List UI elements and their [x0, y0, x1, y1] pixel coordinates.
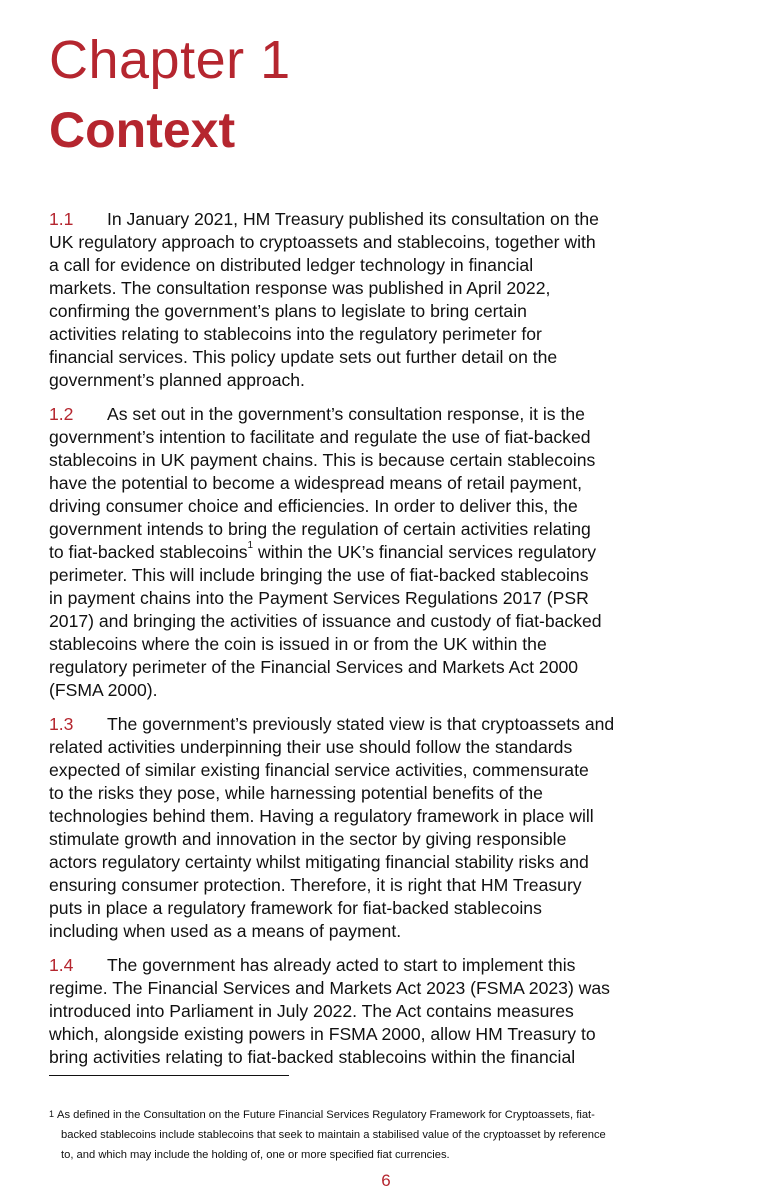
text-line: The government has already acted to start to implement this [107, 955, 576, 975]
text-line: confirming the government’s plans to legislate to bring certain [49, 301, 527, 321]
footnote-mark: 1 [49, 1109, 55, 1119]
text-line: markets. The consultation response was published in April 2022, [49, 278, 551, 298]
text-line: puts in place a regulatory framework for fiat-backed stablecoins [49, 898, 542, 918]
text-line: bring activities relating to fiat-backed stablecoins within the financial [49, 1047, 576, 1067]
text-line: government’s planned approach. [49, 370, 305, 390]
footnote [49, 1105, 729, 1165]
footnote-line: to, and which may include the holding of, one or more specified fiat currencies. [61, 1149, 450, 1161]
text-line: In January 2021, HM Treasury published its consultation on the [107, 209, 599, 229]
text-line: stablecoins in UK payment chains. This is because certain stablecoins [49, 450, 596, 470]
paragraph-1-3 [49, 713, 729, 943]
text-line: government intends to bring the regulation of certain activities relating [49, 519, 591, 539]
text-line: financial services. This policy update sets out further detail on the [49, 347, 558, 367]
footnote-divider [49, 1075, 289, 1076]
paragraph-1-1 [49, 208, 729, 392]
paragraph-number: 1.4 [49, 955, 74, 975]
paragraph-1-2 [49, 403, 729, 702]
page-number: 6 [381, 1171, 391, 1190]
text-line: (FSMA 2000). [49, 680, 158, 700]
text-line: related activities underpinning their use should follow the standards [49, 737, 573, 757]
text-line: ensuring consumer protection. Therefore, it is right that HM Treasury [49, 875, 582, 895]
text-line: driving consumer choice and efficiencies. In order to deliver this, the [49, 496, 578, 516]
text-line: stablecoins where the coin is issued in or from the UK within the [49, 634, 547, 654]
paragraph-number: 1.1 [49, 209, 74, 229]
chapter-title: Context [49, 102, 236, 158]
text-line: The government’s previously stated view is that cryptoassets and [107, 714, 615, 734]
text-line: to fiat-backed stablecoins [49, 542, 248, 562]
paragraph-number: 1.2 [49, 404, 74, 424]
text-line: introduced into Parliament in July 2022. The Act contains measures [49, 1001, 574, 1021]
text-line: expected of similar existing financial service activities, commensurate [49, 760, 589, 780]
text-line: perimeter. This will include bringing the use of fiat-backed stablecoins [49, 565, 589, 585]
paragraph-number: 1.3 [49, 714, 74, 734]
footnote-reference[interactable]: 1 [247, 540, 254, 551]
text-line: regulatory perimeter of the Financial Services and Markets Act 2000 [49, 657, 579, 677]
body-text [49, 208, 729, 1080]
text-line: activities relating to stablecoins into the regulatory perimeter for [49, 324, 542, 344]
text-line: have the potential to become a widespread means of retail payment, [49, 473, 583, 493]
text-line: actors regulatory certainty whilst mitigating financial stability risks and [49, 852, 589, 872]
chapter-label: Chapter 1 [49, 30, 291, 90]
text-line: a call for evidence on distributed ledger technology in financial [49, 255, 534, 275]
text-line: As set out in the government’s consultation response, it is the [107, 404, 585, 424]
footnote-line: As defined in the Consultation on the Future Financial Services Regulatory Framework for Cryptoassets, fiat- [57, 1109, 595, 1121]
text-line: within the UK’s financial services regulatory [257, 542, 597, 562]
text-line: government’s intention to facilitate and regulate the use of fiat-backed [49, 427, 591, 447]
text-line: including when used as a means of payment. [49, 921, 402, 941]
text-line: UK regulatory approach to cryptoassets and stablecoins, together with [49, 232, 596, 252]
text-line: in payment chains into the Payment Services Regulations 2017 (PSR [49, 588, 589, 608]
footnote-line: backed stablecoins include stablecoins that seek to maintain a stabilised value of the cryptoasset by reference [61, 1129, 606, 1141]
text-line: which, alongside existing powers in FSMA 2000, allow HM Treasury to [49, 1024, 596, 1044]
paragraph-1-4 [49, 954, 729, 1069]
text-line: to the risks they pose, while harnessing potential benefits of the [49, 783, 543, 803]
text-line: regime. The Financial Services and Markets Act 2023 (FSMA 2023) was [49, 978, 610, 998]
text-line: 2017) and bringing the activities of issuance and custody of fiat-backed [49, 611, 602, 631]
text-line: stimulate growth and innovation in the sector by giving responsible [49, 829, 567, 849]
text-line: technologies behind them. Having a regulatory framework in place will [49, 806, 594, 826]
